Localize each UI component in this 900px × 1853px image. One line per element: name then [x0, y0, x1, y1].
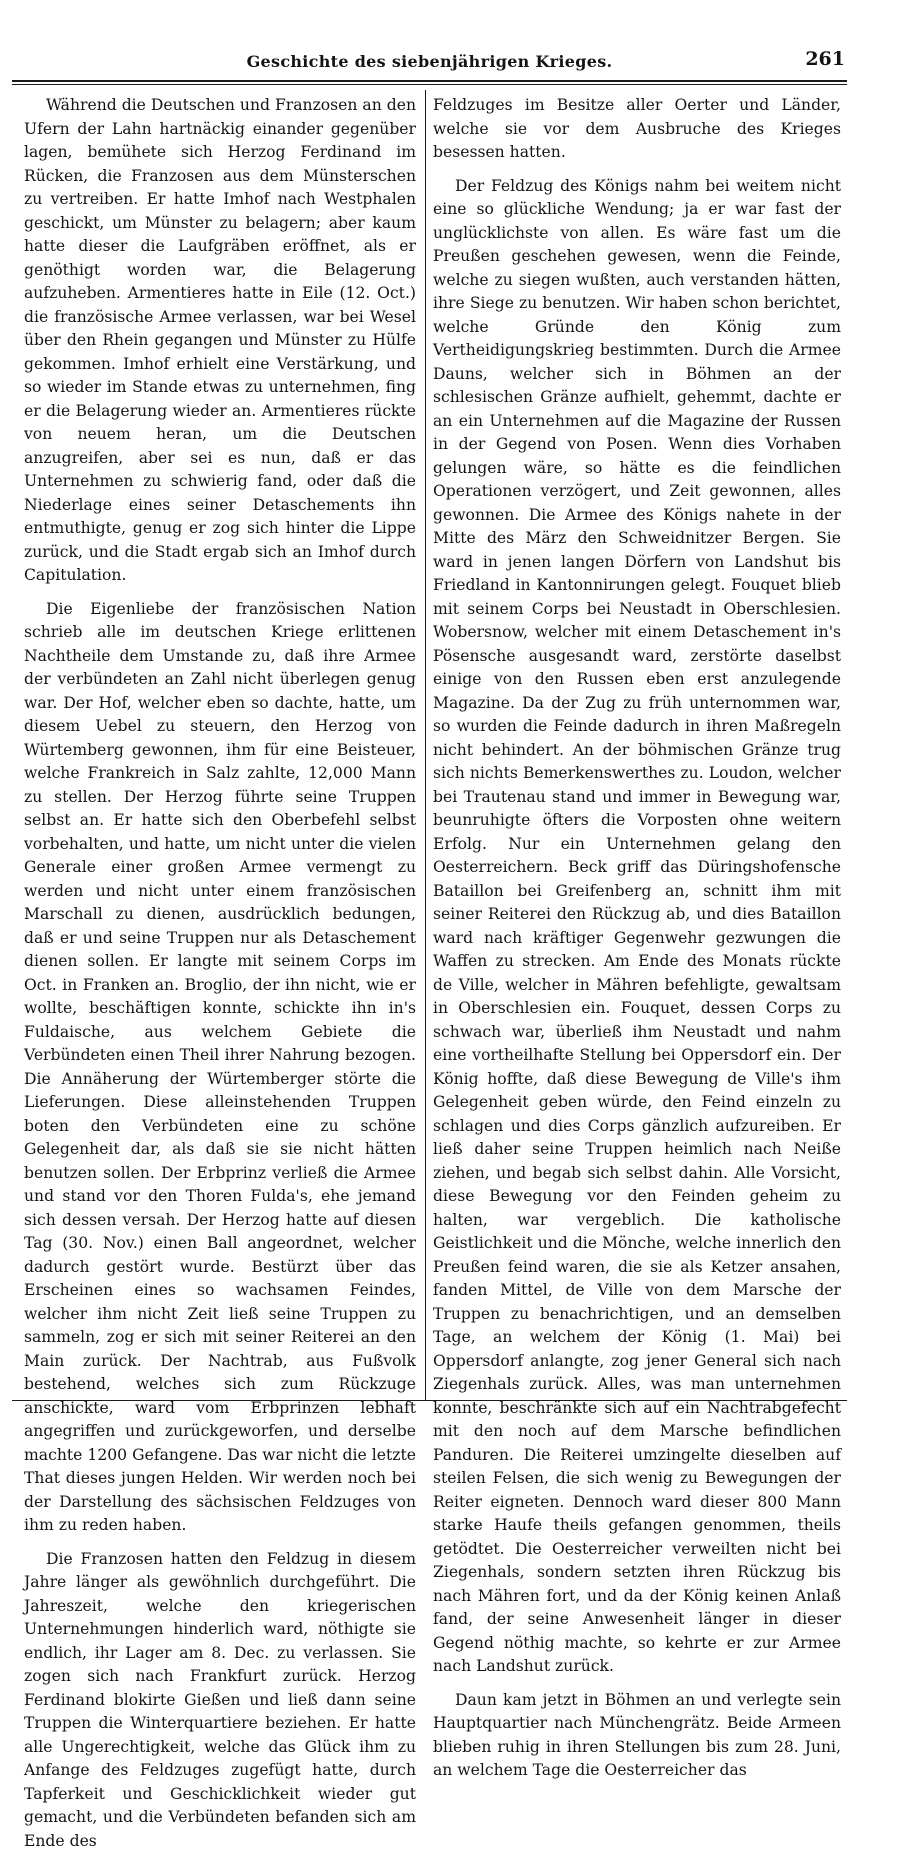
paragraph: Daun kam jetzt in Böhmen an und verlegte sein Hauptquartier nach Münchengrätz. Beide Armeen blieben ruhig in ihren Stellungen bis zum 28. Juni, an welchem Tage die Oesterreicher das [433, 1689, 841, 1783]
header-rule-thick [12, 80, 847, 82]
page-number: 261 [805, 48, 845, 70]
paragraph: Die Eigenliebe der französischen Nation schrieb alle im deutschen Kriege erlittenen Nachtheile dem Umstande zu, daß ihre Armee der verbündeten an Zahl nicht überlegen genug war. Der Hof, welcher eben so dachte, hatte, um diesem Uebel zu steuern, den Herzog von Würtemberg gewonnen, ihm für eine Beisteuer, welche Frankreich in Salz zahlte, 12,000 Mann zu stellen. Der Herzog führte seine Truppen selbst an. Er hatte sich den Oberbefehl selbst vorbehalten, und hatte, um nicht unter die vielen Generale einer großen Armee vermengt zu werden und nicht unter einem französischen Marschall zu dienen, ausdrücklich bedungen, daß er und seine Truppen nur als Detaschement dienen sollen. Er langte mit seinem Corps im Oct. in Franken an. Broglio, der ihn nicht, wie er wollte, beschäftigen konnte, schickte ihn in's Fuldaische, aus welchem Gebiete die Verbündeten einen Theil ihrer Nahrung bezogen. Die Annäherung der Würtemberger störte die Lieferungen. Diese alleinstehenden Truppen boten den Verbündeten eine zu schöne Gelegenheit dar, als daß sie sie nicht hätten benutzen sollen. Der Erbprinz verließ die Armee und stand vor den Thoren Fulda's, ehe jemand sich dessen versah. Der Herzog hatte auf diesen Tag (30. Nov.) einen Ball angeordnet, welcher dadurch gestört wurde. Bestürzt über das Erscheinen eines so wachsamen Feindes, welcher ihm nicht Zeit ließ seine Truppen zu sammeln, zog er sich mit seiner Reiterei an den Main zurück. Der Nachtrab, aus Fußvolk bestehend, welches sich zum Rückzuge anschickte, ward vom Erbprinzen lebhaft angegriffen und zurückgeworfen, und derselbe machte 1200 Gefangene. Das war nicht die letzte That dieses jungen Helden. Wir werden noch bei der Darstellung des sächsischen Feldzuges von ihm zu reden haben. [24, 598, 416, 1538]
right-column [433, 94, 841, 1399]
running-title: Geschichte des siebenjährigen Krieges. [12, 52, 847, 71]
running-header [12, 44, 847, 78]
column-divider [425, 90, 426, 1400]
header-rule-thin [12, 84, 847, 85]
paragraph: Während die Deutschen und Franzosen an den Ufern der Lahn hartnäckig einander gegenüber lagen, bemühete sich Herzog Ferdinand im Rücken, die Franzosen aus dem Münsterschen zu vertreiben. Er hatte Imhof nach Westphalen geschickt, um Münster zu belagern; aber kaum hatte dieser die Laufgräben eröffnet, als er genöthigt worden war, die Belagerung aufzuheben. Armentieres hatte in Eile (12. Oct.) die französische Armee verlassen, war bei Wesel über den Rhein gegangen und Münster zu Hülfe gekommen. Imhof erhielt eine Verstärkung, und so wieder im Stande etwas zu unternehmen, fing er die Belagerung wieder an. Armentieres rückte von neuem heran, um die Deutschen anzugreifen, aber sei es nun, daß er das Unternehmen zu schwierig fand, oder daß die Niederlage eines seiner Detaschements ihn entmuthigte, genug er zog sich hinter die Lippe zurück, und die Stadt ergab sich an Imhof durch Capitulation. [24, 94, 416, 588]
left-column [24, 94, 416, 1399]
paragraph-continued: Feldzuges im Besitze aller Oerter und Länder, welche sie vor dem Ausbruche des Krieges besessen hatten. [433, 94, 841, 165]
paragraph: Die Franzosen hatten den Feldzug in diesem Jahre länger als gewöhnlich durchgeführt. Die Jahreszeit, welche den kriegerischen Unternehmungen hinderlich ward, nöthigte sie endlich, ihr Lager am 8. Dec. zu verlassen. Sie zogen sich nach Frankfurt zurück. Herzog Ferdinand blokirte Gießen und ließ dann seine Truppen die Winterquartiere beziehen. Er hatte alle Ungerechtigkeit, welche das Glück ihm zu Anfange des Feldzuges zugefügt hatte, durch Tapferkeit und Geschicklichkeit wieder gut gemacht, und die Verbündeten befanden sich am Ende des [24, 1548, 416, 1853]
paragraph: Der Feldzug des Königs nahm bei weitem nicht eine so glückliche Wendung; ja er war fast der unglücklichste von allen. Es wäre fast um die Preußen geschehen gewesen, wenn die Feinde, welche zu siegen wußten, auch verstanden hätten, ihre Siege zu benutzen. Wir haben schon berichtet, welche Gründe den König zum Vertheidigungskrieg bestimmten. Durch die Armee Dauns, welcher sich in Böhmen an der schlesischen Gränze aufhielt, gehemmt, dachte er an ein Unternehmen auf die Magazine der Russen in der Gegend von Posen. Wenn dies Vorhaben gelungen wäre, so hätte es die feindlichen Operationen verzögert, und Zeit gewonnen, alles gewonnen. Die Armee des Königs nahete in der Mitte des März den Schweidnitzer Bergen. Sie ward in jenen langen Dörfern von Landshut bis Friedland in Kantonnirungen gelegt. Fouquet blieb mit seinem Corps bei Neustadt in Oberschlesien. Wobersnow, welcher mit einem Detaschement in's Pösensche ausgesandt ward, zerstörte daselbst einige von den Russen eben erst anzulegende Magazine. Da der Zug zu früh unternommen war, so wurden die Feinde dadurch in ihren Maßregeln nicht behindert. An der böhmischen Gränze trug sich nichts Bemerkenswerthes zu. Loudon, welcher bei Trautenau stand und immer in Bewegung war, beunruhigte öfters die Vorposten ohne weitern Erfolg. Nur ein Unternehmen gelang den Oesterreichern. Beck griff das Düringshofensche Bataillon bei Greifenberg an, schnitt ihm mit seiner Reiterei den Rückzug ab, und dies Bataillon ward nach kräftiger Gegenwehr gezwungen die Waffen zu strecken. Am Ende des Monats rückte de Ville, welcher in Mähren befehligte, gewaltsam in Oberschlesien ein. Fouquet, dessen Corps zu schwach war, überließ ihm Neustadt und nahm eine vortheilhafte Stellung bei Oppersdorf ein. Der König hoffte, daß diese Bewegung de Ville's ihm Gelegenheit geben würde, den Feind einzeln zu schlagen und dies Corps gänzlich aufzureiben. Er ließ daher seine Truppen heimlich nach Neiße ziehen, und begab sich selbst dahin. Alle Vorsicht, diese Bewegung vor den Feinden geheim zu halten, war vergeblich. Die katholische Geistlichkeit und die Mönche, welche innerlich den Preußen feind waren, die sie als Ketzer ansahen, fanden Mittel, de Ville von dem Marsche der Truppen zu benachrichtigen, und an demselben Tage, an welchem der König (1. Mai) bei Oppersdorf anlangte, zog jener General sich nach Ziegenhals zurück. Alles, was man unternehmen konnte, beschränkte sich auf ein Nachtrabgefecht mit den noch auf dem Marsche befindlichen Panduren. Die Reiterei umzingelte dieselben auf steilen Felsen, die sich wenig zu Bewegungen der Reiter eigneten. Dennoch ward dieser 800 Mann starke Haufe theils gefangen genommen, theils getödtet. Die Oesterreicher verweilten nicht bei Ziegenhals, sondern setzten ihren Rückzug bis nach Mähren fort, und da der König keinen Anlaß fand, der seine Anwesenheit länger in dieser Gegend nöthig machte, so kehrte er zur Armee nach Landshut zurück. [433, 175, 841, 1679]
